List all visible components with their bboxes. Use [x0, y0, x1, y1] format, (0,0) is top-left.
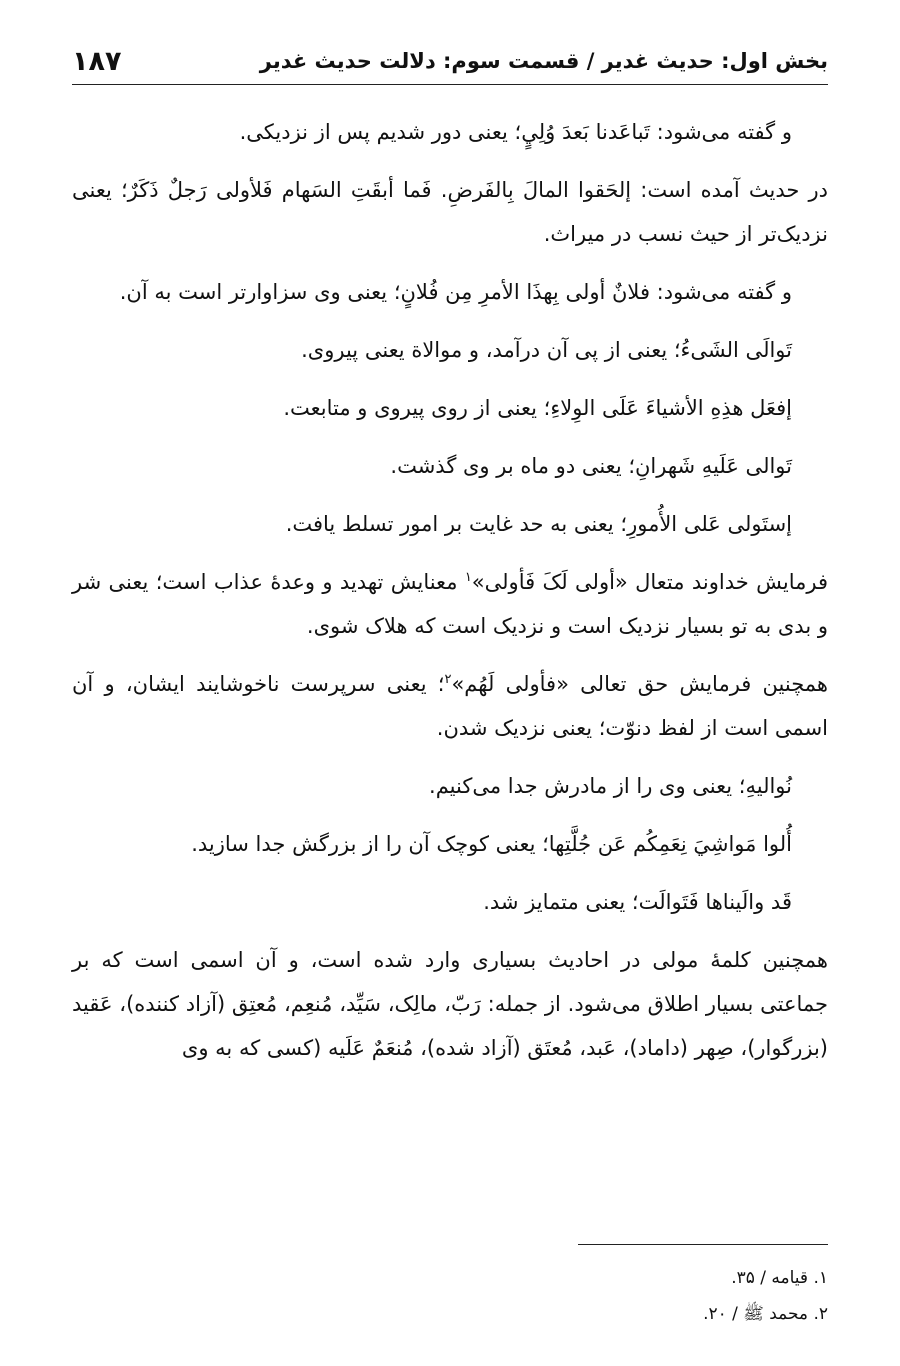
footnote-ref: ۲: [444, 672, 452, 687]
paragraph: در حدیث آمده است: إلحَقوا المالَ بِالفَرضِ. فَما أبقَتِ السَهام فَلأولی رَجلٌ ذَکَرٌ؛ یعنی نزدیک‌تر از حیث نسب در میراث.: [72, 178, 828, 246]
footnote: ۱. قیامه / ۳۵.: [731, 1268, 828, 1288]
footnote-ref: ۱: [464, 570, 472, 585]
page-header: [72, 38, 828, 85]
paragraph: إستَولی عَلی الأُمورِ؛ یعنی به حد غایت بر امور تسلط یافت.: [285, 512, 792, 536]
paragraph: و گفته می‌شود: فلانٌ أولی بِهذَا الأمرِ مِن فُلانٍ؛ یعنی وی سزاوارتر است به آن.: [119, 280, 792, 304]
paragraph: نُوالیهِ؛ یعنی وی را از مادرش جدا می‌کنیم.: [429, 774, 792, 798]
paragraph: إفعَل هذِهِ الأشیاءَ عَلَی الوِلاءِ؛ یعنی از روی پیروی و متابعت.: [283, 396, 792, 420]
paragraph: تَوالی عَلَیهِ شَهرانِ؛ یعنی دو ماه بر وی گذشت.: [390, 454, 792, 478]
paragraph-text: همچنین فرمایش حق تعالی «فأولی لَهُم»: [451, 672, 828, 696]
paragraph-text: ؛ یعنی سرپرست ناخوشایند ایشان، و آن اسمی است از لفظ دنوّت؛ یعنی نزدیک شدن.: [72, 672, 828, 740]
page-body: [72, 110, 828, 1084]
footnote: ۲. محمد ﷺ / ۲۰.: [703, 1304, 828, 1324]
running-title: بخش اول: حدیث غدیر / قسمت سوم: دلالت حدیث غدیر: [259, 49, 828, 73]
paragraph: قَد والَیناها فَتَوالَت؛ یعنی متمایز شد.: [483, 890, 792, 914]
footnote-divider: [578, 1244, 828, 1245]
paragraph: [72, 662, 828, 750]
paragraph: همچنین کلمهٔ مولی در احادیث بسیاری وارد شده است، و آن اسمی است که بر جماعتی بسیار اطلاق می‌شود. از جمله: رَبّ، مالِک، سَیِّد، مُنعِم، مُعتِق (آزاد کننده)، عَقید (بزرگوار)، صِهر (داماد)، عَبد، مُعتَق (آزاد شده)، مُنعَمٌ عَلَیه (کسی که به وی: [72, 948, 828, 1060]
paragraph: أُلوا مَواشِيَ نِعَمِکُم عَن جُلَّتِها؛ یعنی کوچک آن را از بزرگش جدا سازید.: [191, 832, 792, 856]
paragraph-with-footnote: [72, 560, 828, 648]
paragraph-text: فرمایش خداوند متعال «أولی لَکَ فَأولی»: [471, 570, 828, 594]
footnotes: [328, 1262, 828, 1334]
paragraph-text: معنایش تهدید و وعدهٔ عذاب است؛ یعنی شر و بدی به تو بسیار نزدیک است و نزدیک است که هلاک شوی.: [72, 570, 828, 638]
page-number: ۱۸۷: [72, 45, 122, 77]
paragraph: تَوالَی الشَیءُ؛ یعنی از پی آن درآمد، و موالاة یعنی پیروی.: [301, 338, 792, 362]
paragraph: و گفته می‌شود: تَباعَدنا بَعدَ وُلِيٍ؛ یعنی دور شدیم پس از نزدیکی.: [239, 120, 792, 144]
